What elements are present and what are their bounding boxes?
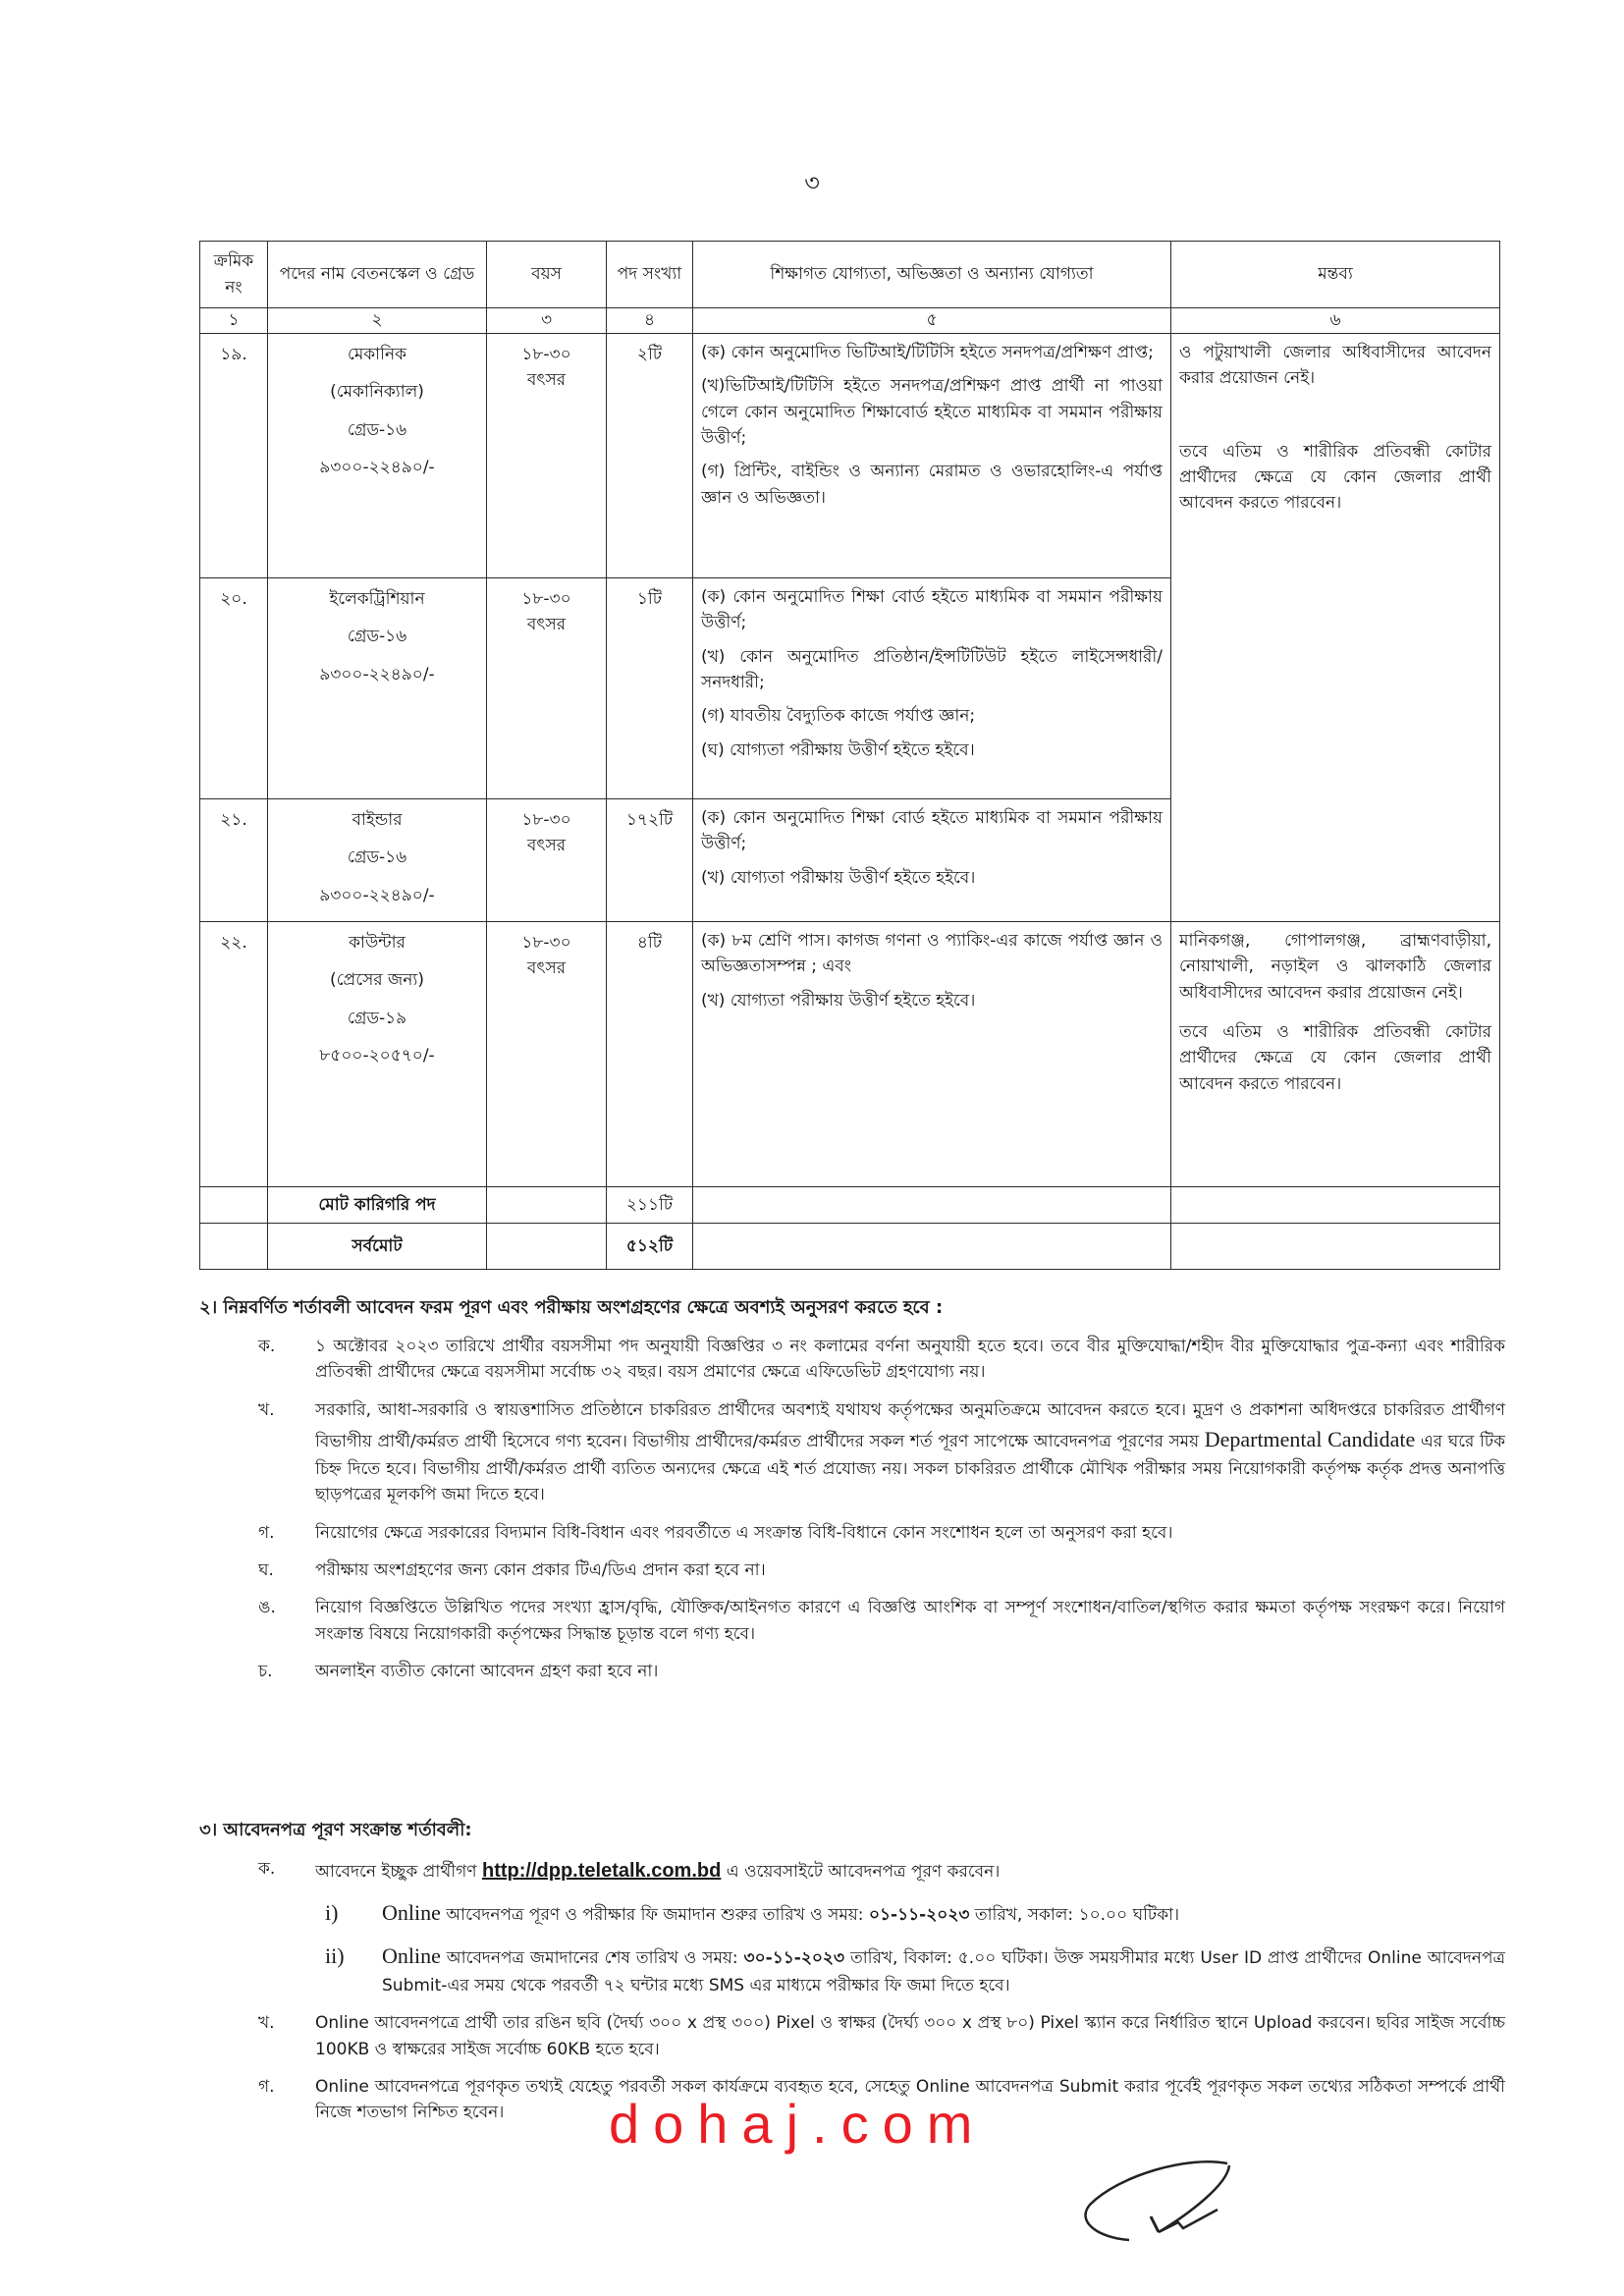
table-row: [200, 922, 1500, 1187]
empty-cell: [693, 1224, 1171, 1270]
text-part: আবেদনপত্র জমাদানের শেষ তারিখ ও সময়:: [440, 1947, 744, 1968]
qualification-item: (গ) প্রিন্টিং, বাইন্ডিং ও অন্যান্য মেরামত ও ওভারহোলিং-এ পর্যাপ্ত জ্ঞান ও অভিজ্ঞতা।: [701, 462, 1163, 508]
subitem-label: ii): [325, 1942, 345, 1968]
item-text: অনলাইন ব্যতীত কোনো আবেদন গ্রহণ করা হবে না।: [315, 1662, 659, 1682]
empty-cell: [200, 1224, 268, 1270]
age-unit: বৎসর: [526, 958, 567, 979]
qualification-item: (খ) কোন অনুমোদিত প্রতিষ্ঠান/ইন্সটিটিউট হইতে লাইসেন্সধারী/সনদধারী;: [701, 646, 1163, 693]
age-unit: বৎসর: [526, 836, 567, 856]
section-conditions: [199, 1294, 1505, 1684]
total-technical-value: ২১১টি: [607, 1187, 693, 1224]
subitem-text: [382, 1896, 1505, 1930]
age-cell: [487, 799, 607, 922]
age-unit: বৎসর: [526, 370, 567, 391]
qualification-item: (খ) যোগ্যতা পরীক্ষায় উত্তীর্ণ হইতে হইবে।: [701, 990, 976, 1011]
header-count: পদ সংখ্যা: [607, 242, 693, 308]
qualification-cell: [693, 799, 1171, 922]
header-age: বয়স: [487, 242, 607, 308]
item-label: ক.: [258, 1336, 276, 1356]
text-part: সরকারি, আধা-সরকারি ও স্বায়ত্তশাসিত প্রতিষ্ঠানে চাকরিরত প্রার্থীদের অবশ্যই যথাযথ কর্তৃপক্ষের অনুমতিক্রমে আবেদন করতে হবে। মুদ্রণ ও প্রকাশনা অধিদপ্তরে চাকরিরত প্রার্থীগণ বিভাগীয় প্রার্থী/কর্মরত প্রার্থী হিসেবে গণ্য হবেন। বিভাগীয় প্রার্থীদের/কর্মরত প্রার্থীদের সকল শর্ত পূরণ সাপেক্ষে আবেদনপত্র পূরণের সময়: [315, 1399, 1505, 1451]
text-part: তারিখ, সকাল: ১০.০০ ঘটিকা।: [969, 1904, 1180, 1925]
text-part: এর ঘরে টিক চিহ্ন দিতে হবে। বিভাগীয় প্রার্থী/কর্মরত প্রার্থী ব্যতিত অন্যদের ক্ষেত্রে এই শর্ত প্রযোজ্য নয়। সকল চাকরিরত প্রার্থীকে মৌখিক পরীক্ষার সময় নিয়োগকারী কর্তৃপক্ষ কর্তৃক প্রদত্ত অনাপত্তি ছাড়পত্রের মূলকপি জমা দিতে হবে।: [315, 1431, 1506, 1505]
total-technical-row: [200, 1187, 1500, 1224]
text-part: তারিখ, বিকাল: ৫.০০ ঘটিকা। উক্ত সময়সীমার মধ্যে User ID প্রাপ্ত প্রার্থীদের Online আবেদনপত্র Submit-এর সময় থেকে পরবর্তী ৭২ ঘন্টার মধ্যে SMS এর মাধ্যমে পরীক্ষার ফি জমা দিতে হবে।: [382, 1947, 1505, 1996]
post-name: ইলেকট্রিশিয়ান: [329, 589, 425, 609]
qualification-item: (ক) ৮ম শ্রেণি পাস। কাগজ গণনা ও প্যাকিং-এর কাজে পর্যাপ্ত জ্ঞান ও অভিজ্ঞতাসম্পন্ন ; এবং: [701, 931, 1163, 977]
application-subitem: [199, 1896, 1505, 1930]
item-label: খ.: [258, 2013, 275, 2034]
application-item: [199, 1856, 1505, 1886]
col-num: ৫: [693, 308, 1171, 334]
text-part: আবেদনে ইচ্ছুক প্রার্থীগণ: [315, 1861, 482, 1882]
watermark: dohaj.com: [609, 2093, 987, 2155]
item-text: Online আবেদনপত্রে প্রার্থী তার রঙিন ছবি (দৈর্ঘ্য ৩০০ x প্রস্থ ৩০০) Pixel ও স্বাক্ষর (দৈর্ঘ্য ৩০০ x প্রস্থ ৮০) Pixel স্ক্যান করে নির্ধারিত স্থানে Upload করবেন। ছবির সাইজ সর্বোচ্চ 100KB ও স্বাক্ষরের সাইজ সর্বোচ্চ 60KB হতে হবে।: [315, 2013, 1505, 2059]
table-row: [200, 334, 1500, 578]
col-num: ৪: [607, 308, 693, 334]
departmental-candidate-text: Departmental Candidate: [1204, 1426, 1416, 1451]
qualification-item: (ঘ) যোগ্যতা পরীক্ষায় উত্তীর্ণ হইতে হইবে।: [701, 739, 975, 760]
count-cell: ৪টি: [607, 922, 693, 1187]
col-num: ৩: [487, 308, 607, 334]
post-scale: ৯৩০০-২২৪৯০/-: [319, 885, 435, 905]
col-num: ২: [268, 308, 487, 334]
item-label: গ.: [258, 2077, 275, 2098]
condition-item: [199, 1659, 1505, 1684]
header-serial: ক্রমিক নং: [200, 242, 268, 308]
remarks-text: তবে এতিম ও শারীরিক প্রতিবন্ধী কোটার প্রার্থীদের ক্ষেত্রে যে কোন জেলার প্রার্থী আবেদন করতে পারবেন।: [1179, 1022, 1491, 1094]
age-range: ১৮-৩০: [521, 933, 571, 954]
age-cell: [487, 334, 607, 578]
qualification-cell: [693, 578, 1171, 799]
item-text: নিয়োগ বিজ্ঞপ্তিতে উল্লিখিত পদের সংখ্যা হ্রাস/বৃদ্ধি, যৌক্তিক/আইনগত কারণে এ বিজ্ঞপ্তি আংশিক বা সম্পূর্ণ সংশোধন/বাতিল/স্থগিত করার ক্ষমতা কর্তৃপক্ষ সংরক্ষণ করে। নিয়োগ সংক্রান্ত বিষয়ে নিয়োগকারী কর্তৃপক্ষের সিদ্ধান্ত চূড়ান্ত বলে গণ্য হবে।: [315, 1598, 1505, 1644]
post-grade: গ্রেড-১৯: [347, 1008, 407, 1028]
qualification-item: (খ)ভিটিআই/টিটিসি হইতে সনদপত্র/প্রশিক্ষণ প্রাপ্ত প্রার্থী না পাওয়া গেলে কোন অনুমোদিত শিক্ষাবোর্ড হইতে মাধ্যমিক বা সমমান পরীক্ষায় উত্তীর্ণ;: [701, 376, 1163, 449]
application-item: [199, 2010, 1505, 2062]
empty-cell: [487, 1187, 607, 1224]
text-part: আবেদনপত্র পূরণ ও পরীক্ষার ফি জমাদান শুরুর তারিখ ও সময়:: [440, 1904, 869, 1925]
signature-icon: [1080, 2156, 1276, 2244]
section2-title: ২। নিম্নবর্ণিত শর্তাবলী আবেদন ফরম পূরণ এবং পরীক্ষায় অংশগ্রহণের ক্ষেত্রে অবশ্যই অনুসরণ করতে হবে :: [199, 1297, 944, 1318]
item-text: ১ অক্টোবর ২০২৩ তারিখে প্রার্থীর বয়সসীমা পদ অনুযায়ী বিজ্ঞপ্তির ৩ নং কলামের বর্ণনা অনুযায়ী হতে হবে। তবে বীর মুক্তিযোদ্ধা/শহীদ বীর মুক্তিযোদ্ধার পুত্র-কন্যা এবং শারীরিক প্রতিবন্ধী প্রার্থীদের ক্ষেত্রে বয়সসীমা সর্বোচ্চ ৩২ বছর। বয়স প্রমাণের ক্ষেত্রে এফিডেভিট গ্রহণযোগ্য নয়।: [315, 1336, 1505, 1383]
empty-cell: [487, 1224, 607, 1270]
post-subname: (প্রেসের জন্য): [330, 970, 424, 991]
empty-cell: [1171, 1224, 1500, 1270]
qualification-item: (খ) যোগ্যতা পরীক্ষায় উত্তীর্ণ হইতে হইবে।: [701, 867, 976, 888]
post-grade: গ্রেড-১৬: [347, 627, 407, 647]
remarks-text: ও পটুয়াখালী জেলার অধিবাসীদের আবেদন করার প্রয়োজন নেই।: [1179, 343, 1491, 389]
table-header-row: [200, 242, 1500, 308]
post-cell: [268, 922, 487, 1187]
item-text: নিয়োগের ক্ষেত্রে সরকারের বিদ্যমান বিধি-বিধান এবং পরবর্তীতে এ সংক্রান্ত বিধি-বিধানে কোন সংশোধন হলে তা অনুসরণ করা হবে।: [315, 1522, 1173, 1543]
age-range: ১৮-৩০: [521, 589, 571, 609]
age-range: ১৮-৩০: [521, 810, 571, 830]
condition-item: [199, 1595, 1505, 1647]
remarks-cell: [1171, 922, 1500, 1187]
grand-total-value: ৫১২টি: [607, 1224, 693, 1270]
serial-cell: ১৯.: [200, 334, 268, 578]
grand-total-row: [200, 1224, 1500, 1270]
count-cell: ১টি: [607, 578, 693, 799]
section-application: [199, 1817, 1505, 2126]
application-subitem: [199, 1940, 1505, 1998]
text-part: Online: [382, 1899, 441, 1925]
qualification-item: (গ) যাবতীয় বৈদ্যুতিক কাজে পর্যাপ্ত জ্ঞান;: [701, 706, 976, 727]
subitem-text: [382, 1940, 1505, 1998]
age-unit: বৎসর: [526, 615, 567, 635]
start-date: ০১-১১-২০২৩: [868, 1904, 970, 1925]
post-scale: ৯৩০০-২২৪৯০/-: [319, 458, 435, 478]
condition-item: [199, 1397, 1505, 1508]
header-remarks: মন্তব্য: [1171, 242, 1500, 308]
item-label: খ.: [258, 1399, 275, 1420]
grand-total-label: সর্বমোট: [268, 1224, 487, 1270]
condition-item: [199, 1334, 1505, 1386]
condition-item: [199, 1520, 1505, 1546]
post-name: কাউন্টার: [349, 933, 406, 954]
post-cell: [268, 334, 487, 578]
column-number-row: [200, 308, 1500, 334]
qualification-item: (ক) কোন অনুমোদিত ভিটিআই/টিটিসি হইতে সনদপত্র/প্রশিক্ষণ প্রাপ্ত;: [701, 343, 1154, 362]
item-text: পরীক্ষায় অংশগ্রহণের জন্য কোন প্রকার টিএ/ডিএ প্রদান করা হবে না।: [315, 1560, 766, 1581]
post-scale: ৮৫০০-২০৫৭০/-: [319, 1046, 435, 1066]
post-cell: [268, 799, 487, 922]
col-num: ৬: [1171, 308, 1500, 334]
post-subname: (মেকানিক্যাল): [330, 382, 424, 403]
qualification-item: (ক) কোন অনুমোদিত শিক্ষা বোর্ড হইতে মাধ্যমিক বা সমমান পরীক্ষায় উত্তীর্ণ;: [701, 587, 1163, 633]
text-part: এ ওয়েবসাইটে আবেদনপত্র পূরণ করবেন।: [721, 1861, 1001, 1882]
post-grade: গ্রেড-১৬: [347, 419, 407, 440]
count-cell: ১৭২টি: [607, 799, 693, 922]
count-cell: ২টি: [607, 334, 693, 578]
remarks-cell: [1171, 334, 1500, 922]
qualification-cell: [693, 334, 1171, 578]
age-cell: [487, 922, 607, 1187]
header-qualification: শিক্ষাগত যোগ্যতা, অভিজ্ঞতা ও অন্যান্য যোগ্যতা: [693, 242, 1171, 308]
item-text: [315, 1397, 1505, 1508]
item-label: ঘ.: [258, 1560, 274, 1581]
empty-cell: [1171, 1187, 1500, 1224]
post-name: বাইন্ডার: [352, 810, 403, 830]
page-number: ৩: [804, 169, 820, 196]
job-posts-table: [199, 241, 1500, 1270]
item-text: Online আবেদনপত্রে পূরণকৃত তথ্যই যেহেতু পরবর্তী সকল কার্যক্রমে ব্যবহৃত হবে, সেহেতু Online আবেদনপত্র Submit করার পূর্বেই পূরণকৃত সকল তথ্যের সঠিকতা সম্পর্কে প্রার্থী নিজে শতভাগ নিশ্চিত হবেন।: [315, 2077, 1505, 2123]
post-scale: ৯৩০০-২২৪৯০/-: [319, 664, 435, 684]
subitem-label: i): [325, 1899, 339, 1925]
qualification-cell: [693, 922, 1171, 1187]
section3-title: ৩। আবেদনপত্র পূরণ সংক্রান্ত শর্তাবলী:: [199, 1820, 472, 1840]
serial-cell: ২১.: [200, 799, 268, 922]
serial-cell: ২০.: [200, 578, 268, 799]
total-technical-label: মোট কারিগরি পদ: [268, 1187, 487, 1224]
age-cell: [487, 578, 607, 799]
age-range: ১৮-৩০: [521, 345, 571, 364]
empty-cell: [693, 1187, 1171, 1224]
item-label: ক.: [258, 1858, 276, 1879]
remarks-text: তবে এতিম ও শারীরিক প্রতিবন্ধী কোটার প্রার্থীদের ক্ষেত্রে যে কোন জেলার প্রার্থী আবেদন করতে পারবেন।: [1179, 441, 1491, 514]
post-grade: গ্রেড-১৬: [347, 847, 407, 868]
item-label: ঙ.: [258, 1598, 276, 1618]
qualification-item: (ক) কোন অনুমোদিত শিক্ষা বোর্ড হইতে মাধ্যমিক বা সমমান পরীক্ষায় উত্তীর্ণ;: [701, 808, 1163, 854]
item-label: চ.: [258, 1662, 273, 1682]
end-date: ৩০-১১-২০২৩: [743, 1947, 845, 1968]
empty-cell: [200, 1187, 268, 1224]
condition-item: [199, 1558, 1505, 1583]
teletalk-link[interactable]: http://dpp.teletalk.com.bd: [482, 1859, 722, 1882]
post-cell: [268, 578, 487, 799]
serial-cell: ২২.: [200, 922, 268, 1187]
header-post: পদের নাম বেতনস্কেল ও গ্রেড: [268, 242, 487, 308]
post-name: মেকানিক: [347, 345, 407, 364]
col-num: ১: [200, 308, 268, 334]
item-text: [315, 1856, 1505, 1886]
item-label: গ.: [258, 1522, 275, 1543]
remarks-text: মানিকগঞ্জ, গোপালগঞ্জ, ব্রাহ্মণবাড়ীয়া, নোয়াখালী, নড়াইল ও ঝালকাঠি জেলার অধিবাসীদের আবেদন করার প্রয়োজন নেই।: [1179, 931, 1491, 1003]
text-part: Online: [382, 1942, 441, 1968]
